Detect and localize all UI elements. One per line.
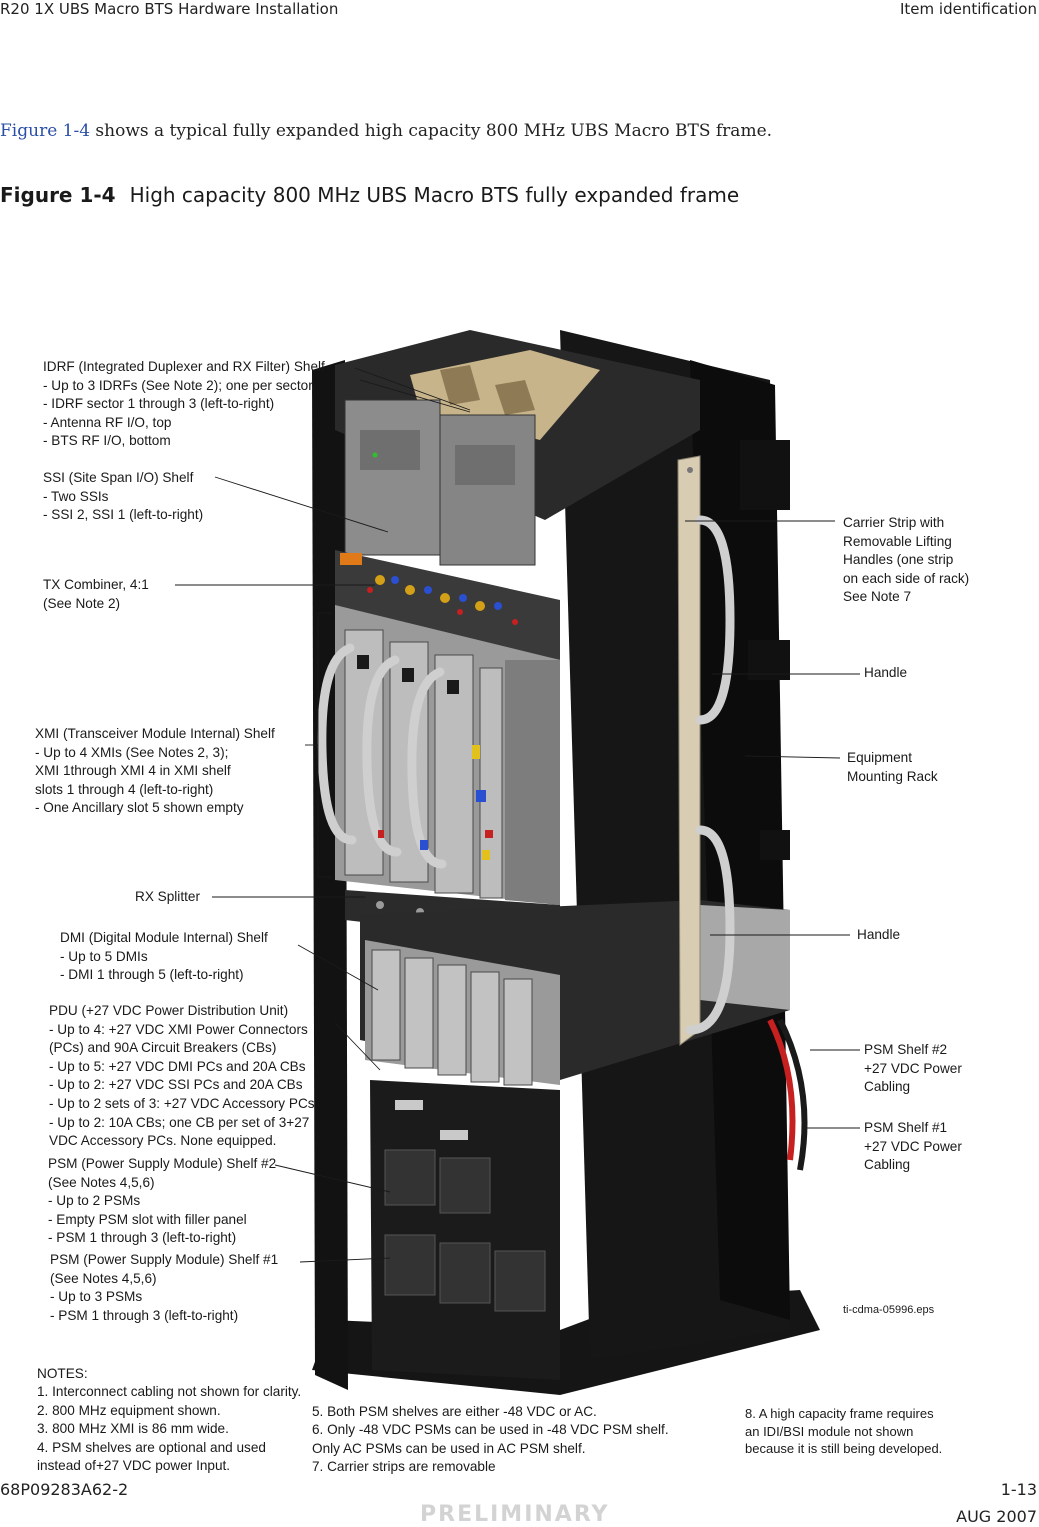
leader-ssi (215, 477, 388, 532)
leader-rack (745, 756, 840, 758)
leader-psm1 (300, 1258, 390, 1262)
callout-ssi-shelf: SSI (Site Span I/O) Shelf - Two SSIs - SSI 2, SSI 1 (left-to-right) (43, 470, 204, 523)
page-number: 1-13 (1000, 1480, 1037, 1499)
callout-handle-upper: Handle (864, 665, 908, 680)
leader-psm2 (275, 1165, 390, 1192)
callout-handle-lower: Handle (857, 927, 901, 942)
publication-date: AUG 2007 (956, 1507, 1037, 1526)
callout-psm-shelf-1: PSM (Power Supply Module) Shelf #1 (See Notes 4,5,6) - Up to 3 PSMs - PSM 1 through 3 (left-to-right) (50, 1252, 279, 1323)
preliminary-watermark: PRELIMINARY (420, 1502, 610, 1527)
figure-title: High capacity 800 MHz UBS Macro BTS fully expanded frame (129, 183, 740, 207)
callout-equipment-rack: Equipment Mounting Rack (847, 750, 938, 784)
intro-text: shows a typical fully expanded high capacity 800 MHz UBS Macro BTS frame. (90, 121, 773, 141)
callout-dmi-shelf: DMI (Digital Module Internal) Shelf - Up to 5 DMIs - DMI 1 through 5 (left-to-right) (60, 930, 268, 983)
figure-notes-column-1: NOTES: 1. Interconnect cabling not shown for clarity. 2. 800 MHz equipment shown. 3. 800 MHz XMI is 86 mm wide. 4. PSM shelves are optional and used instead of+27 VDC power Input. (37, 1366, 302, 1474)
document-number: 68P09283A62-2 (0, 1480, 129, 1499)
callout-tx-combiner: TX Combiner, 4:1 (See Note 2) (43, 577, 149, 611)
leader-dmi (298, 945, 378, 990)
callout-pdu: PDU (+27 VDC Power Distribution Unit) - Up to 4: +27 VDC XMI Power Connectors (PCs) and 90A Circuit Breakers (CBs) - Up to 5: +27 VDC DMI PCs and 20A CBs - Up to 2: +27 VDC SSI PCs and 20A CBs - Up to 2 sets of 3: +27 VDC Accessory PCs - Up to 2: 10A CBs; one CB per set of 3+27 VDC Accessory PCs. None equipped. (49, 1003, 315, 1149)
figure-file-id: ti-cdma-05996.eps (843, 1304, 935, 1316)
running-header-left: R20 1X UBS Macro BTS Hardware Installation (0, 0, 339, 18)
leader-idrf (355, 368, 470, 410)
callout-psm2-cabling: PSM Shelf #2 +27 VDC Power Cabling (864, 1042, 962, 1095)
callout-rx-splitter: RX Splitter (135, 889, 200, 904)
callout-psm1-cabling: PSM Shelf #1 +27 VDC Power Cabling (864, 1120, 962, 1173)
leader-idrf-2 (360, 380, 470, 412)
callout-idrf-shelf: IDRF (Integrated Duplexer and RX Filter) Shelf - Up to 3 IDRFs (See Note 2); one per sector - IDRF sector 1 through 3 (left-to-right) - Antenna RF I/O, top - BTS RF I/O, bottom (43, 359, 325, 449)
callout-psm-shelf-2: PSM (Power Supply Module) Shelf #2 (See Notes 4,5,6) - Up to 2 PSMs - Empty PSM slot with filler panel - PSM 1 through 3 (left-to-right) (48, 1156, 277, 1246)
callout-xmi-shelf: XMI (Transceiver Module Internal) Shelf - Up to 4 XMIs (See Notes 2, 3); XMI 1through XMI 4 in XMI shelf slots 1 through 4 (left-to-right) - One Ancillary slot 5 shown empty (35, 726, 275, 816)
figure-notes-column-3: 8. A high capacity frame requires an IDI/BSI module not shown because it is still being developed. (745, 1406, 943, 1456)
figure-number: Figure 1-4 (0, 183, 116, 207)
leader-pdu (335, 1023, 380, 1070)
figure-reference-link[interactable]: Figure 1-4 (0, 121, 91, 141)
callout-carrier-strip: Carrier Strip with Removable Lifting Handles (one strip on each side of rack) See Note 7 (843, 515, 970, 605)
running-header-right: Item identification (899, 0, 1037, 18)
figure-notes-column-2: 5. Both PSM shelves are either -48 VDC or AC. 6. Only -48 VDC PSMs can be used in -48 VDC PSM shelf. Only AC PSMs can be used in AC PSM shelf. 7. Carrier strips are removable (312, 1404, 669, 1475)
